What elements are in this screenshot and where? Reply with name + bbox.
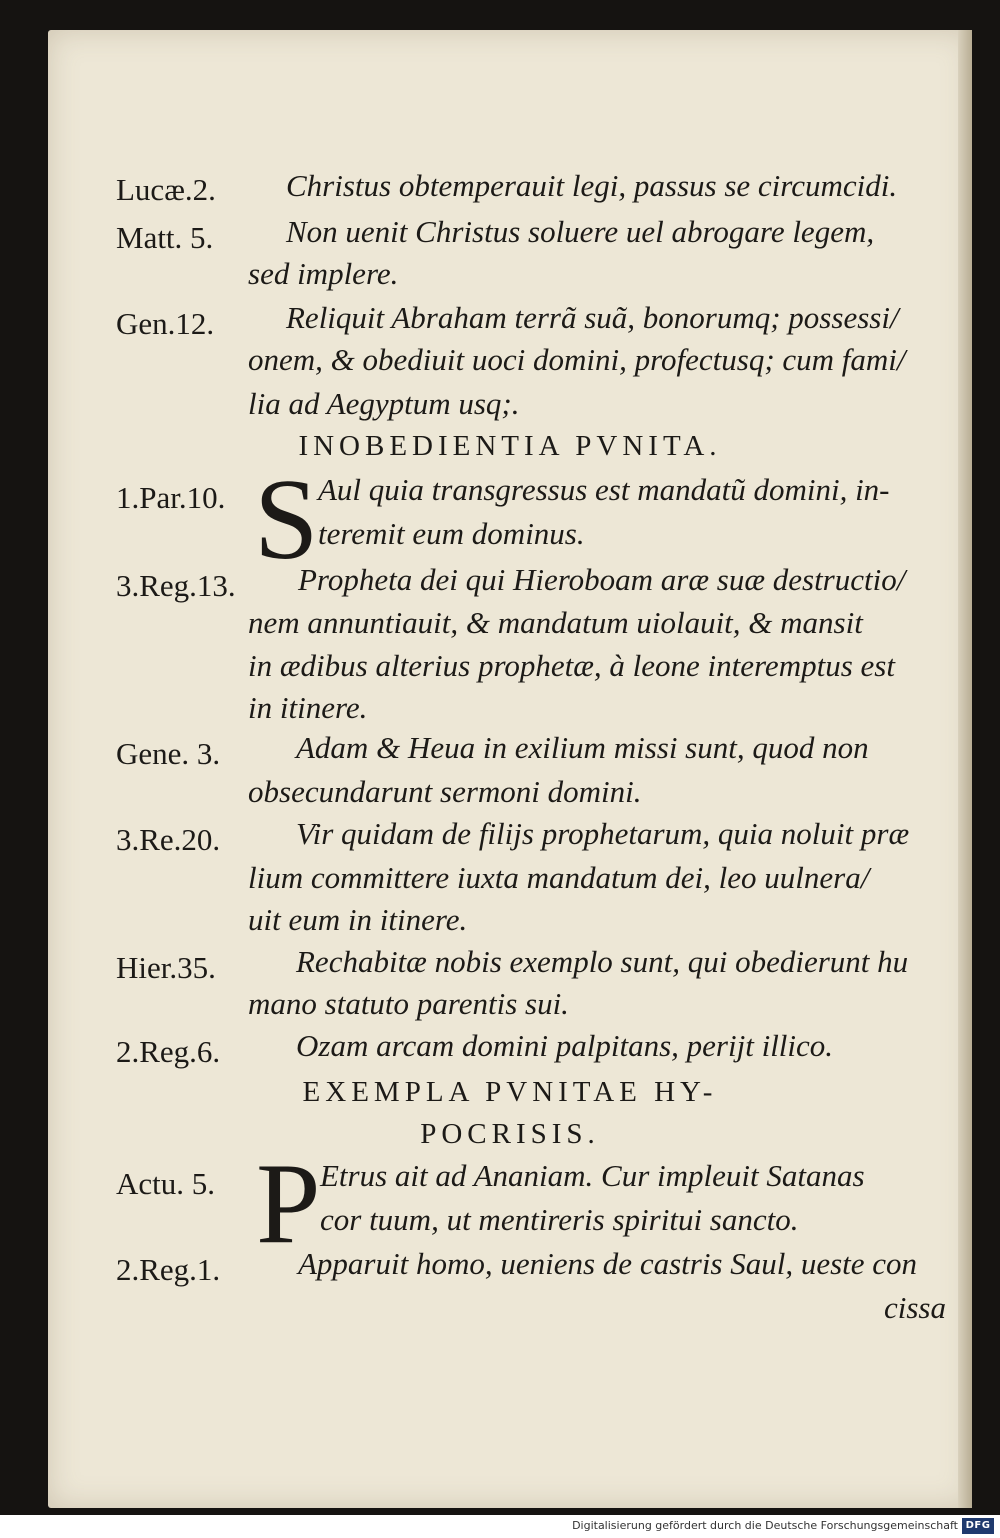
text-line: mano statuto parentis sui.	[248, 986, 569, 1021]
text-line: Vir quidam de filijs prophetarum, quia noluit præ	[296, 816, 910, 851]
text-line: in itinere.	[248, 690, 368, 725]
dfg-logo: DFG	[962, 1518, 994, 1534]
section-heading-continued: POCRISIS.	[420, 1118, 600, 1150]
text-line: Rechabitæ nobis exemplo sunt, qui obedierunt hu	[296, 944, 909, 979]
text-line: uit eum in itinere.	[248, 902, 468, 937]
reference: Gen.12.	[116, 306, 215, 341]
reference: Actu. 5.	[116, 1166, 216, 1201]
text-line: Propheta dei qui Hieroboam aræ suæ destructio/	[298, 562, 906, 597]
book-page	[48, 30, 972, 1508]
footer	[0, 1515, 1000, 1538]
text-line: Non uenit Christus soluere uel abrogare legem,	[286, 214, 875, 249]
drop-cap: P	[256, 1140, 321, 1268]
reference: 3.Re.20.	[116, 822, 221, 857]
reference: Lucæ.2.	[116, 172, 216, 207]
text-line: lia ad Aegyptum usq;.	[248, 386, 520, 421]
reference: 3.Reg.13.	[116, 568, 236, 603]
catchword: cissa	[884, 1290, 946, 1325]
reference: 2.Reg.1.	[116, 1252, 221, 1287]
reference: 1.Par.10.	[116, 480, 226, 515]
text-line: teremit eum dominus.	[318, 516, 585, 551]
reference: Gene. 3.	[116, 736, 221, 771]
text-line: Apparuit homo, ueniens de castris Saul, ueste con	[298, 1246, 918, 1281]
text-line: Ozam arcam domini palpitans, perijt illico.	[296, 1028, 834, 1063]
text-line: Christus obtemperauit legi, passus se circumcidi.	[286, 168, 898, 203]
text-line: lium committere iuxta mandatum dei, leo uulnera/	[248, 860, 870, 895]
text-line: cor tuum, ut mentireris spiritui sancto.	[320, 1202, 799, 1237]
text-line: obsecundarunt sermoni domini.	[248, 774, 642, 809]
text-line: Aul quia transgressus est mandatũ domini, in-	[318, 472, 890, 507]
section-heading: EXEMPLA PVNITAE HY-	[302, 1076, 718, 1108]
reference: 2.Reg.6.	[116, 1034, 221, 1069]
section-heading: INOBEDIENTIA PVNITA.	[298, 430, 722, 462]
text-line: onem, & obediuit uoci domini, profectusq; cum fami/	[248, 342, 906, 377]
text-line: Reliquit Abraham terrã suã, bonorumq; possessi/	[286, 300, 899, 335]
reference: Hier.35.	[116, 950, 216, 985]
drop-cap: S	[254, 456, 319, 584]
text-line: in ædibus alterius prophetæ, à leone interemptus est	[248, 648, 895, 683]
text-line: sed implere.	[248, 256, 399, 291]
reference: Matt. 5.	[116, 220, 214, 255]
text-line: Etrus ait ad Ananiam. Cur impleuit Satanas	[320, 1158, 865, 1193]
page-edge	[958, 30, 972, 1508]
text-line: Adam & Heua in exilium missi sunt, quod non	[296, 730, 869, 765]
text-line: nem annuntiauit, & mandatum uiolauit, & mansit	[248, 605, 863, 640]
footer-credit: Digitalisierung gefördert durch die Deutsche Forschungsgemeinschaft	[572, 1519, 958, 1532]
